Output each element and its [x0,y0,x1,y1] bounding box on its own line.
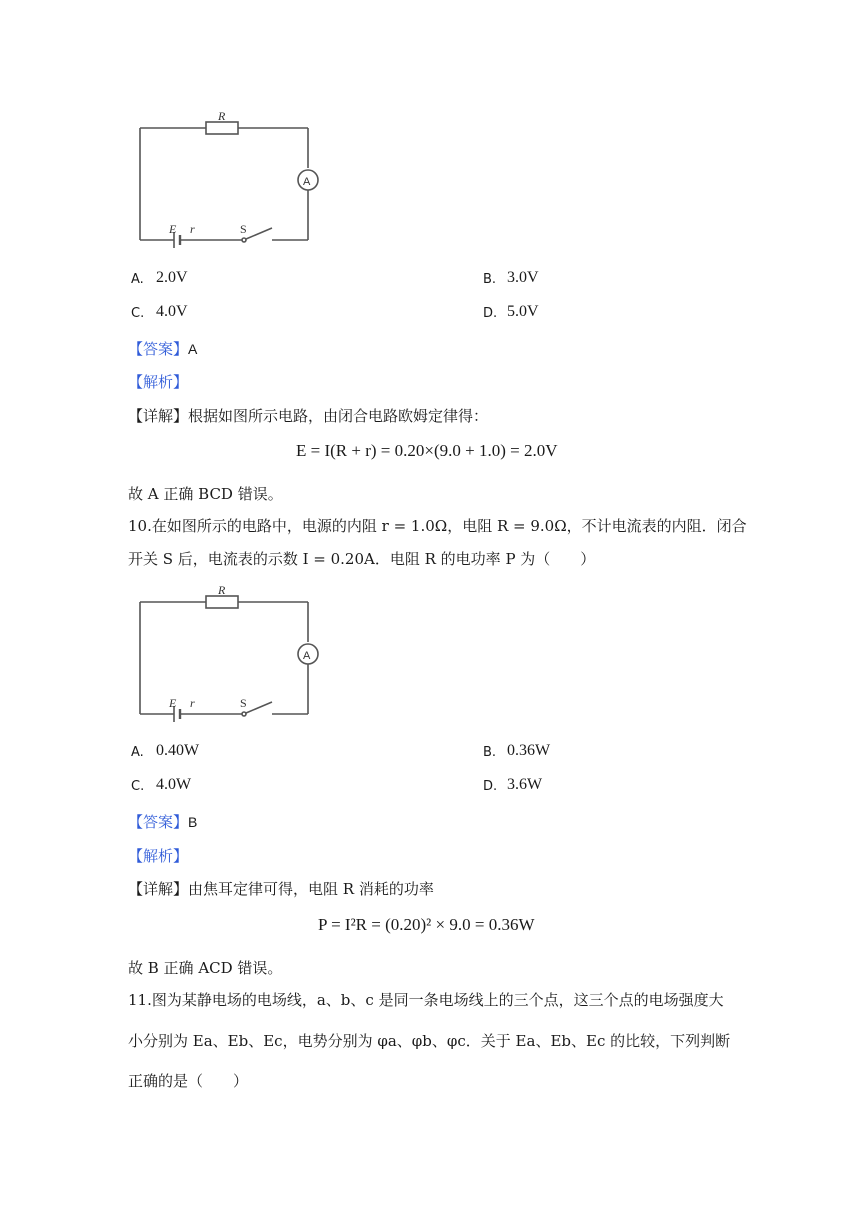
q11-stem-line3: 正确的是（ ） [128,1072,249,1090]
q9-answer [128,338,197,359]
ammeter-label: A [303,176,311,188]
emf-label: E [169,696,177,710]
emf-label: E [169,222,177,236]
q10-option-b-value: 0.36W [507,742,551,759]
q10-stem-line1: 10.在如图所示的电路中，电源的内阻 r = 1.0Ω，电阻 R = 9.0Ω，不计电流表的内阻．闭合 [128,517,747,535]
q9-analysis-tag: 【解析】 [128,373,189,391]
q9-option-b-letter: B. [483,272,497,287]
q9-option-c-value: 4.0V [156,303,188,320]
ammeter-label: A [303,650,311,662]
circuit-diagram-q9 [132,108,332,248]
answer-value: A [188,341,198,357]
q10-option-c-letter: C. [131,779,145,794]
internal-resistance-label: r [190,222,195,236]
detail-text: 根据如图所示电路，由闭合电路欧姆定律得： [188,407,489,425]
q10-option-b-letter: B. [483,745,497,760]
circuit-diagram-q10 [132,582,332,722]
q9-option-d-letter: D. [483,306,498,321]
detail-text: 由焦耳定律可得，电阻 R 消耗的功率 [188,880,434,898]
q10-answer [128,811,197,832]
answer-value: B [188,814,198,830]
q10-equation: P = I²R = (0.20)² × 9.0 = 0.36W [318,915,535,934]
q10-stem-line2: 开关 S 后，电流表的示数 I = 0.20A．电阻 R 的电功率 P 为（ ） [128,550,596,568]
switch-label: S [240,696,247,710]
answer-tag: 【答案】 [128,340,189,358]
q9-option-a-letter: A. [131,272,144,287]
q9-option-a-value: 2.0V [156,269,188,286]
q10-detail [128,878,434,899]
detail-tag: 【详解】 [128,880,189,898]
q11-stem-line2: 小分别为 Ea、Eb、Ec，电势分别为 φa、φb、φc．关于 Ea、Eb、Ec 的比较，下列判断 [128,1032,731,1050]
q10-option-d-value: 3.6W [507,776,543,793]
q9-conclusion: 故 A 正确 BCD 错误。 [128,485,283,503]
q9-equation: E = I(R + r) = 0.20×(9.0 + 1.0) = 2.0V [296,441,558,460]
q11-stem-line1: 11.图为某静电场的电场线，a、b、c 是同一条电场线上的三个点，这三个点的电场强度大 [128,991,724,1009]
q9-option-c-letter: C. [131,306,145,321]
detail-tag: 【详解】 [128,407,189,425]
q10-option-a-value: 0.40W [156,742,200,759]
q9-option-d-value: 5.0V [507,303,539,320]
q9-detail [128,405,488,426]
q10-option-d-letter: D. [483,779,498,794]
q10-analysis-tag: 【解析】 [128,847,189,865]
q10-option-c-value: 4.0W [156,776,192,793]
q9-option-b-value: 3.0V [507,269,539,286]
q10-option-a-letter: A. [131,745,144,760]
answer-tag: 【答案】 [128,813,189,831]
resistor-label: R [218,109,226,123]
internal-resistance-label: r [190,696,195,710]
resistor-label: R [218,583,226,597]
switch-label: S [240,222,247,236]
q10-conclusion: 故 B 正确 ACD 错误。 [128,959,283,977]
